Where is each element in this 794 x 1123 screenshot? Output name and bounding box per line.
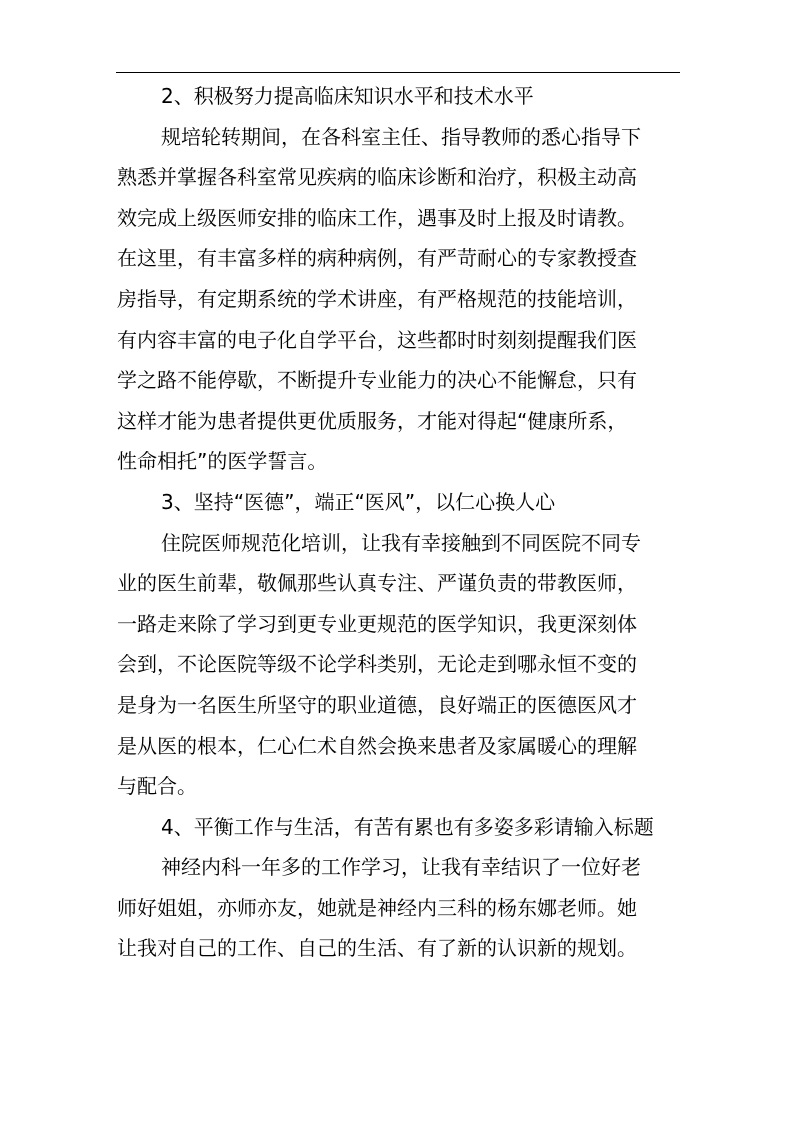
document-body: [117, 86, 681, 979]
paragraph-line: 与配合。: [117, 774, 197, 799]
paragraph-line: 性命相托”的医学誓言。: [117, 449, 328, 474]
paragraph-line: 师好姐姐，亦师亦友，她就是神经内三科的杨东娜老师。她: [117, 895, 637, 920]
paragraph-line: 熟悉并掌握各科室常见疾病的临床诊断和治疗，积极主动高: [117, 165, 637, 190]
section-heading: 4、平衡工作与生活，有苦有累也有多姿多彩请输入标题: [161, 814, 654, 839]
paragraph-line: 房指导，有定期系统的学术讲座，有严格规范的技能培训，: [117, 286, 637, 311]
paragraph-line: 效完成上级医师安排的临床工作，遇事及时上报及时请教。: [117, 205, 637, 230]
paragraph-line: 是从医的根本，仁心仁术自然会换来患者及家属暖心的理解: [117, 733, 637, 758]
header-rule: [116, 72, 680, 73]
paragraph-line: 规培轮转期间，在各科室主任、指导教师的悉心指导下: [161, 124, 641, 149]
paragraph-line: 学之路不能停歇，不断提升专业能力的决心不能懈怠，只有: [117, 368, 637, 393]
paragraph-line: 有内容丰富的电子化自学平台，这些都时时刻刻提醒我们医: [117, 327, 637, 352]
paragraph-line: 神经内科一年多的工作学习，让我有幸结识了一位好老: [161, 855, 641, 880]
paragraph-line: 住院医师规范化培训，让我有幸接触到不同医院不同专: [161, 530, 641, 555]
section-heading: 3、坚持“医德”，端正“医风”，以仁心换人心: [161, 489, 556, 514]
paragraph-line: 业的医生前辈，敬佩那些认真专注、严谨负责的带教医师，: [117, 571, 637, 596]
paragraph-line: 是身为一名医生所坚守的职业道德，良好端正的医德医风才: [117, 692, 637, 717]
paragraph-line: 会到，不论医院等级不论学科类别，无论走到哪永恒不变的: [117, 652, 637, 677]
paragraph-line: 在这里，有丰富多样的病种病例，有严苛耐心的专家教授查: [117, 246, 637, 271]
paragraph-line: 这样才能为患者提供更优质服务，才能对得起“健康所系，: [117, 408, 628, 433]
section-heading: 2、积极努力提高临床知识水平和技术水平: [161, 84, 534, 108]
paragraph-line: 一路走来除了学习到更专业更规范的医学知识，我更深刻体: [117, 611, 637, 636]
paragraph-line: 让我对自己的工作、自己的生活、有了新的认识新的规划。: [117, 936, 637, 961]
